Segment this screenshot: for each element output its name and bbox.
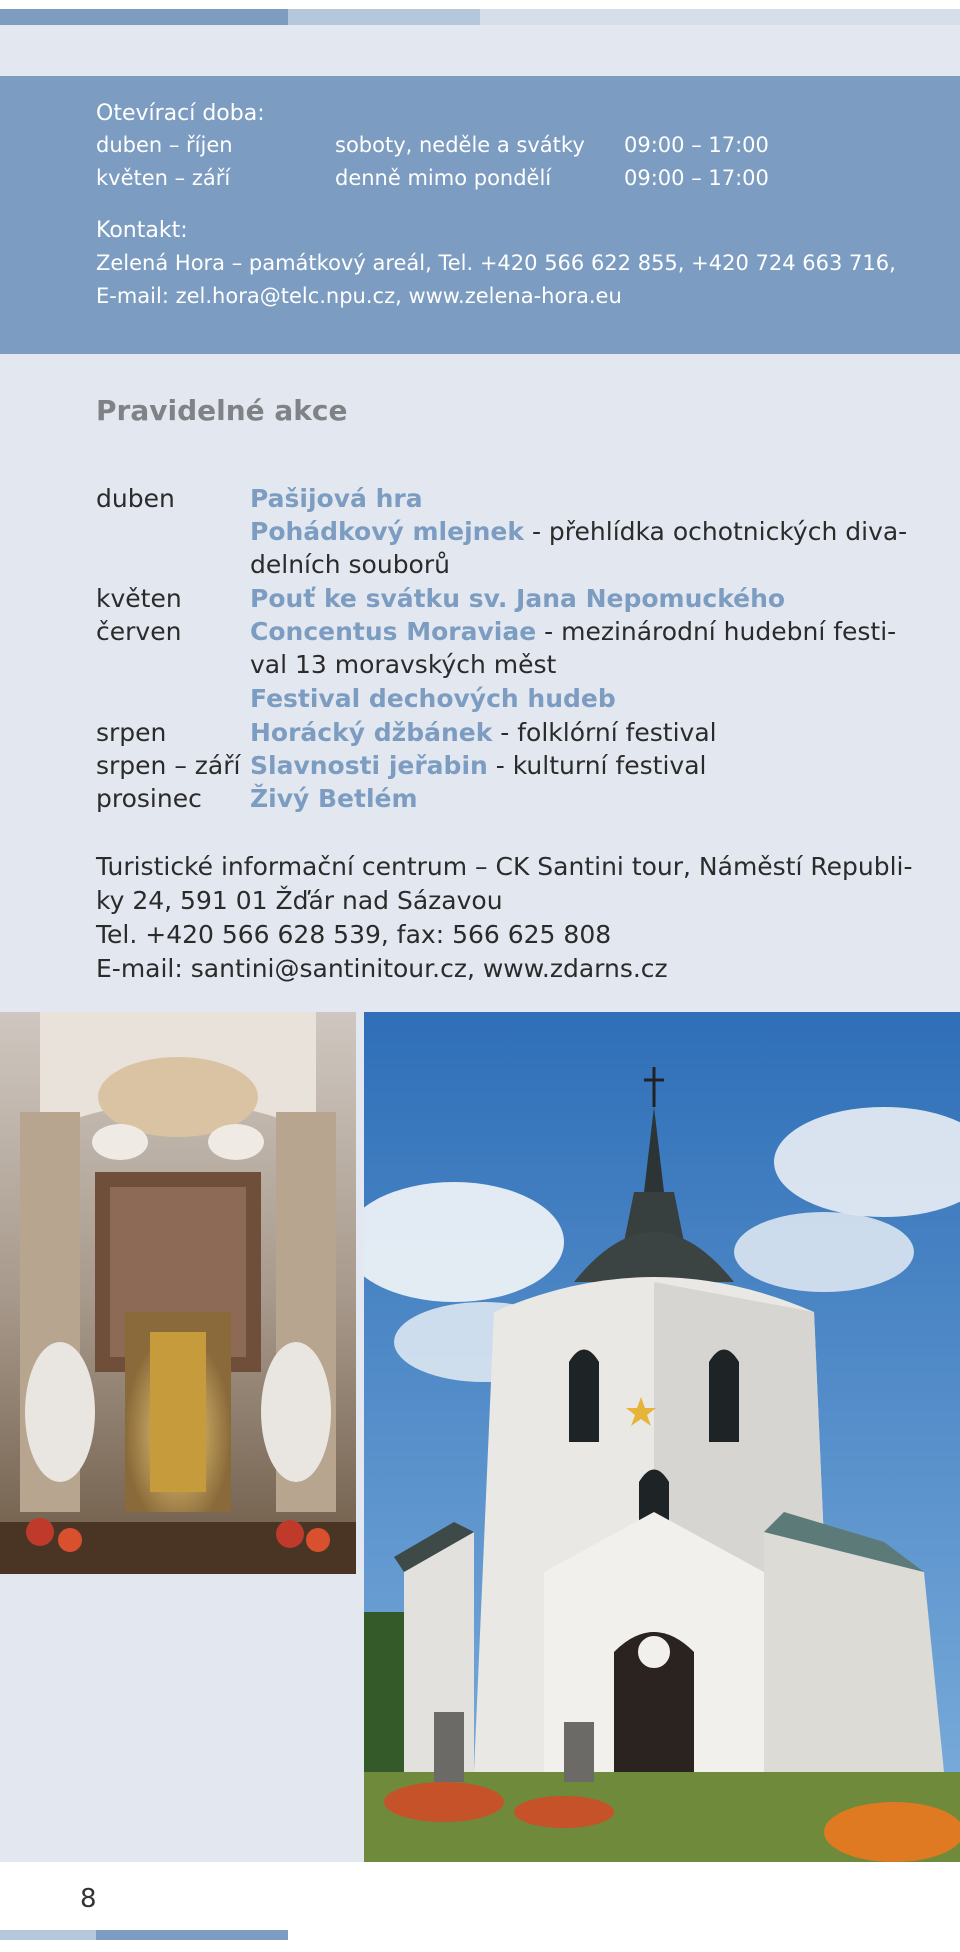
event-month: srpen – září <box>96 751 241 780</box>
top-white-band <box>0 0 960 9</box>
contact-phone-line: Zelená Hora – památkový areál, Tel. +420 566 622 855, +420 724 663 716, <box>96 251 896 275</box>
church-interior-photo <box>0 1012 356 1574</box>
event-description-continued: val 13 moravských měst <box>250 650 557 679</box>
top-accent-strip <box>0 9 288 25</box>
opening-hours-heading: Otevírací doba: <box>96 101 265 126</box>
event-month: květen <box>96 584 182 613</box>
event-item <box>250 716 717 749</box>
hours-period: duben – říjen <box>96 133 233 157</box>
section-title: Pravidelné akce <box>96 394 348 427</box>
event-name: Pašijová hra <box>250 484 423 513</box>
event-name: Pouť ke svátku sv. Jana Nepomuckého <box>250 584 786 613</box>
event-month: červen <box>96 617 182 646</box>
event-description: - mezinárodní hudební festi- <box>536 617 897 646</box>
hours-time: 09:00 – 17:00 <box>624 166 769 190</box>
event-name: Horácký džbánek <box>250 718 493 747</box>
event-name: Concentus Moraviae <box>250 617 537 646</box>
event-item <box>250 482 423 515</box>
event-month: prosinec <box>96 784 202 813</box>
top-accent-strip-light <box>288 9 480 25</box>
event-item <box>250 515 907 548</box>
event-month: duben <box>96 484 175 513</box>
opening-hours-panel <box>0 76 960 354</box>
contact-email-line: E-mail: zel.hora@telc.npu.cz, www.zelena-hora.eu <box>96 284 622 308</box>
hours-days: soboty, neděle a svátky <box>335 133 585 157</box>
event-item <box>250 582 785 615</box>
event-name: Živý Betlém <box>250 784 418 813</box>
event-name: Pohádkový mlejnek <box>250 517 525 546</box>
event-month: srpen <box>96 718 167 747</box>
page-number: 8 <box>80 1884 97 1914</box>
info-center-line: Turistické informační centrum – CK Santini tour, Náměstí Republi- <box>96 852 913 881</box>
info-email-line: E-mail: santini@santinitour.cz, www.zdarns.cz <box>96 954 668 983</box>
contact-heading: Kontakt: <box>96 218 188 243</box>
event-item <box>250 682 616 715</box>
church-exterior-photo <box>364 1012 960 1862</box>
info-phone-line: Tel. +420 566 628 539, fax: 566 625 808 <box>96 920 612 949</box>
event-description: - folklórní festival <box>492 718 717 747</box>
event-item <box>250 749 706 782</box>
hours-days: denně mimo pondělí <box>335 166 552 190</box>
event-description: - kulturní festival <box>487 751 707 780</box>
event-item <box>250 615 896 648</box>
hours-time: 09:00 – 17:00 <box>624 133 769 157</box>
event-name: Slavnosti jeřabin <box>250 751 488 780</box>
event-description: - přehlídka ochotnických diva- <box>524 517 908 546</box>
event-item <box>250 782 418 815</box>
bottom-accent-strip-light <box>0 1930 96 1940</box>
top-accent-strip-faint <box>480 9 960 25</box>
hours-period: květen – září <box>96 166 231 190</box>
event-description-continued: delních souborů <box>250 550 450 579</box>
info-address-line: ky 24, 591 01 Žďár nad Sázavou <box>96 886 503 915</box>
event-name: Festival dechových hudeb <box>250 684 616 713</box>
bottom-accent-strip <box>96 1930 288 1940</box>
